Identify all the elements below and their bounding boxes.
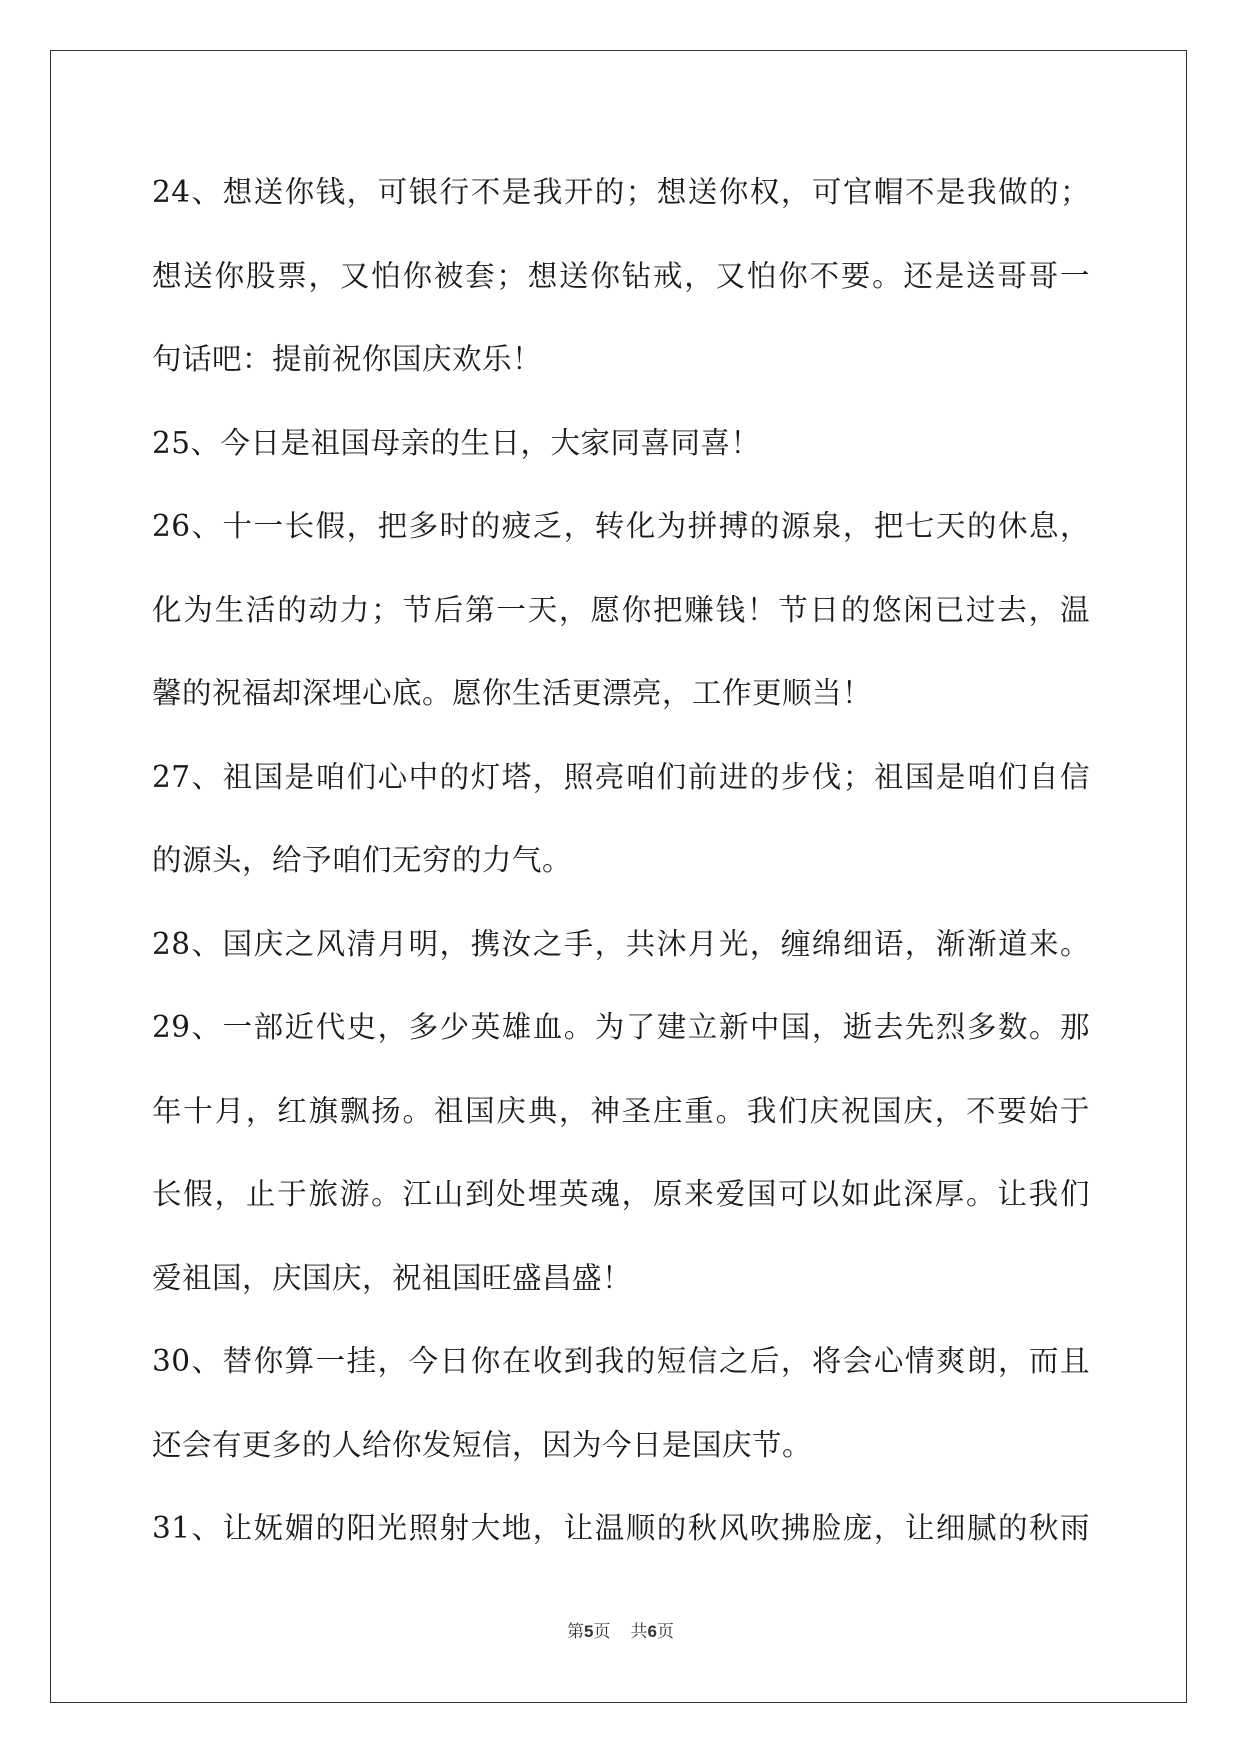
total-prefix: 共	[630, 1622, 648, 1642]
document-body	[152, 164, 1090, 1584]
text-line-15: 30、替你算一挂，今日你在收到我的短信之后，将会心情爽朗，而且	[152, 1344, 1090, 1378]
page-total-number: 6	[647, 1622, 657, 1641]
text-line-14: 爱祖国，庆国庆，祝祖国旺盛昌盛！	[152, 1260, 633, 1295]
text-line-5: 26、十一长假，把多时的疲乏，转化为拼搏的源泉，把七天的休息，	[152, 509, 1090, 543]
text-line-6: 化为生活的动力；节后第一天，愿你把赚钱！节日的悠闲已过去，温	[152, 592, 1090, 627]
text-line-17: 31、让妩媚的阳光照射大地，让温顺的秋风吹拂脸庞，让细腻的秋雨	[152, 1511, 1090, 1545]
text-line-9: 的源头，给予咱们无穷的力气。	[152, 843, 573, 877]
text-line-10: 28、国庆之风清月明，携汝之手，共沐月光，缠绵细语，渐渐道来。	[152, 926, 1090, 961]
page-prefix: 第	[567, 1622, 585, 1642]
text-line-16: 还会有更多的人给你发短信，因为今日是国庆节。	[152, 1427, 813, 1462]
text-line-3: 句话吧：提前祝你国庆欢乐！	[152, 342, 543, 376]
text-line-12: 年十月，红旗飘扬。祖国庆典，神圣庄重。我们庆祝国庆，不要始于	[152, 1093, 1090, 1128]
text-line-8: 27、祖国是咱们心中的灯塔，照亮咱们前进的步伐；祖国是咱们自信	[152, 759, 1090, 794]
text-line-7: 馨的祝福却深埋心底。愿你生活更漂亮，工作更顺当！	[152, 676, 873, 710]
page-suffix: 页	[593, 1622, 611, 1642]
page-current-number: 5	[584, 1622, 594, 1641]
page-footer	[0, 1620, 1241, 1644]
text-line-2: 想送你股票，又怕你被套；想送你钻戒，又怕你不要。还是送哥哥一	[152, 258, 1090, 293]
text-line-4: 25、今日是祖国母亲的生日，大家同喜同喜！	[152, 425, 761, 460]
text-line-1: 24、想送你钱，可银行不是我开的；想送你权，可官帽不是我做的；	[152, 175, 1090, 209]
text-line-13: 长假，止于旅游。江山到处埋英魂，原来爱国可以如此深厚。让我们	[152, 1177, 1090, 1211]
total-suffix: 页	[656, 1622, 674, 1642]
text-line-11: 29、一部近代史，多少英雄血。为了建立新中国，逝去先烈多数。那	[152, 1010, 1090, 1044]
